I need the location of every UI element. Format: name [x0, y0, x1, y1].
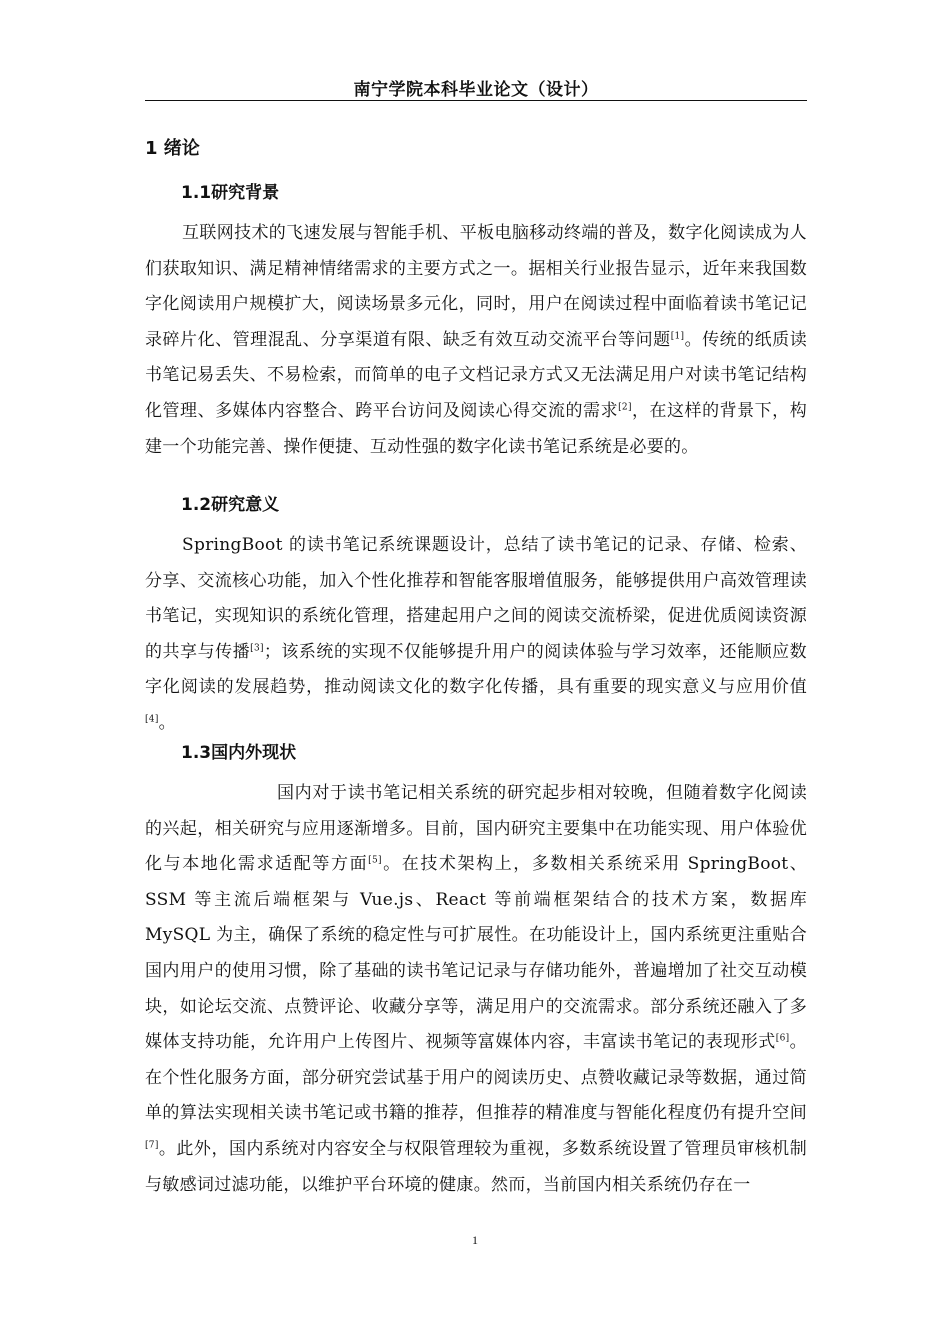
page-number: 1 [472, 1233, 478, 1247]
section-heading-significance: 1.2研究意义 [181, 495, 280, 515]
paragraph-text: 。在个性化服务方面，部分研究尝试基于用户的阅读历史、点赞收藏记录等数据，通过简单的算法实现相关读书笔记或书籍的推荐，但推荐的精准度与智能化程度仍有提升空间 [145, 1032, 807, 1124]
paragraph-text: 。此外，国内系统对内容安全与权限管理较为重视，多数系统设置了管理员审核机制与敏感词过滤功能，以维护平台环境的健康。然而，当前国内相关系统仍存在一 [145, 1138, 807, 1195]
running-header-title: 南宁学院本科毕业论文（设计） [353, 80, 599, 100]
paragraph-text: 互联网技术的飞速发展与智能手机、平板电脑移动终端的普及，数字化阅读成为人们获取知识、满足精神情绪需求的主要方式之一。据相关行业报告显示，近年来我国数字化阅读用户规模扩大，阅读场景多元化，同时，用户在阅读过程中面临着读书笔记记录碎片化、管理混乱、分享渠道有限、缺乏有效互动交流平台等问题 [145, 223, 807, 350]
chapter-title: 1 绪论 [145, 138, 200, 159]
citation-marker: [1] [670, 331, 685, 342]
paragraph-text: ，在这样的背景下，构建一个功能完善、操作便捷、互动性强的数字化读书笔记系统是必要的。 [145, 400, 807, 457]
citation-marker: [2] [618, 402, 632, 413]
paragraph-significance [145, 528, 807, 742]
section-heading-status: 1.3国内外现状 [181, 743, 297, 763]
paragraph-text: SpringBoot 的读书笔记系统课题设计，总结了读书笔记的记录、存储、检索、分享、交流核心功能，加入个性化推荐和智能客服增值服务，能够提供用户高效管理读书笔记，实现知识的系统化管理，搭建起用户之间的阅读交流桥梁，促进优质阅读资源的共享与传播 [145, 535, 807, 662]
citation-marker: [5] [368, 855, 382, 866]
citation-marker: [3] [250, 643, 264, 654]
paragraph-text: 。 [158, 712, 176, 733]
paragraph-text: ；该系统的实现不仅能够提升用户的阅读体验与学习效率，还能顺应数字化阅读的发展趋势，推动阅读文化的数字化传播，具有重要的现实意义与应用价值 [145, 641, 807, 698]
header-divider [145, 100, 807, 101]
paragraph-text: 。传统的纸质读书笔记易丢失、不易检索，而简单的电子文档记录方式又无法满足用户对读书笔记结构化管理、多媒体内容整合、跨平台访问及阅读心得交流的需求 [145, 329, 808, 421]
paragraph-text: 。在技术架构上，多数相关系统采用 SpringBoot、SSM 等主流后端框架与 Vue.js、React 等前端框架结合的技术方案，数据库 MySQL 为主，确保了系统的稳定性与可扩展性。在功能设计上，国内系统更注重贴合国内用户的使用习惯，除了基础的读书笔记记录与存储功能外，普遍增加了社交互动模块，如论坛交流、点赞评论、收藏分享等，满足用户的交流需求。部分系统还融入了多媒体支持功能，允许用户上传图片、视频等富媒体内容，丰富读书笔记的表现形式 [145, 854, 807, 1053]
paragraph-text: 国内对于读书笔记相关系统的研究起步相对较晚，但随着数字化阅读的兴起，相关研究与应用逐渐增多。目前，国内研究主要集中在功能实现、用户体验优化与本地化需求适配等方面 [145, 783, 807, 875]
paragraph-background [145, 216, 807, 465]
section-heading-background: 1.1研究背景 [181, 183, 280, 203]
paragraph-status [145, 776, 807, 1203]
citation-marker: [4] [145, 714, 159, 725]
citation-marker: [6] [775, 1033, 790, 1044]
citation-marker: [7] [145, 1140, 159, 1151]
